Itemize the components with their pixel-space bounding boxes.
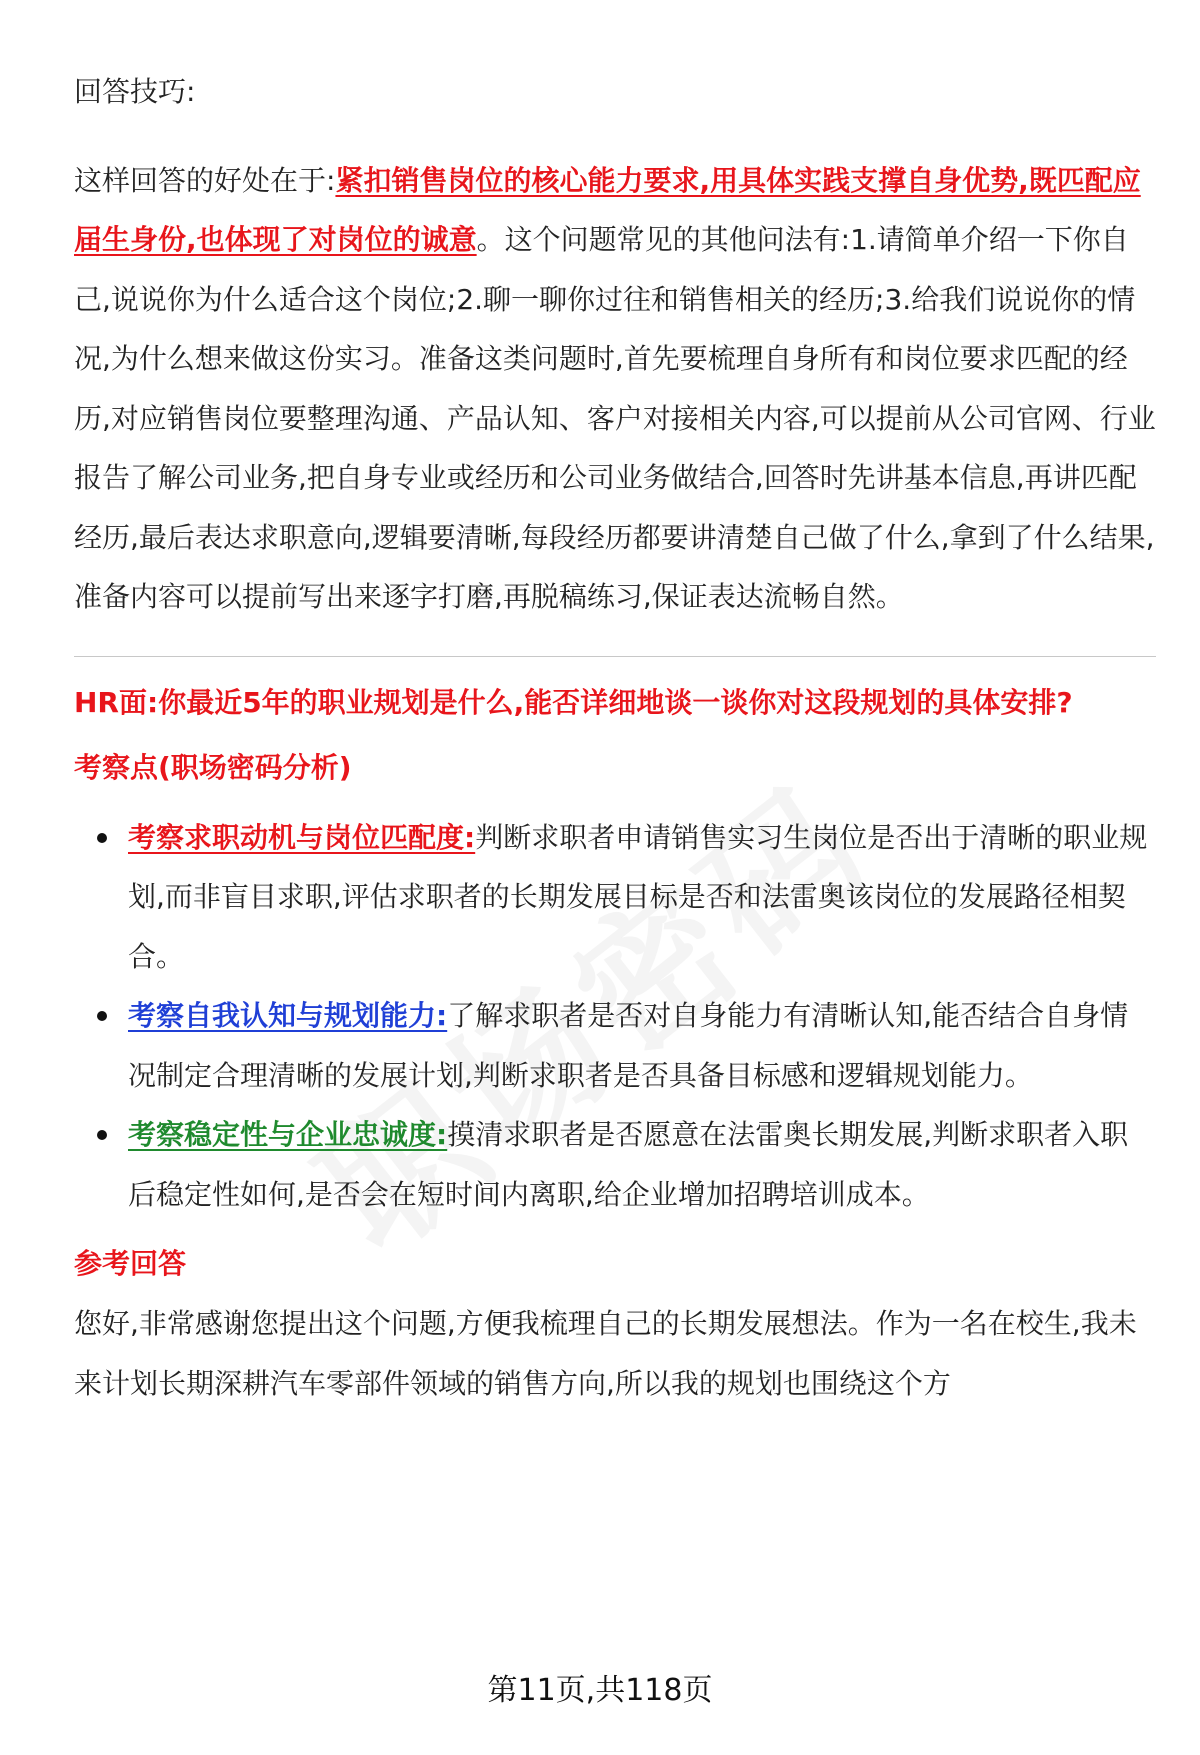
bullet-dot-icon	[97, 1130, 107, 1140]
section-divider	[74, 656, 1156, 657]
analysis-title: 考察点(职场密码分析)	[74, 750, 352, 784]
answer-paragraph: 您好,非常感谢您提出这个问题,方便我梳理自己的长期发展想法。作为一名在校生,我未来计划长期深耕汽车零部件领域的销售方向,所以我的规划也围绕这个方	[74, 1307, 1137, 1400]
bullet-dot-icon	[97, 833, 107, 843]
analysis-term: 考察求职动机与岗位匹配度:	[128, 820, 476, 854]
intro-rest: 。这个问题常见的其他问法有:1.请简单介绍一下你自己,说说你为什么适合这个岗位;2.聊一聊你过往和销售相关的经历;3.给我们说说你的情况,为什么想来做这份实习。准备这类问题时,首先要梳理自身所有和岗位要求匹配的经历,对应销售岗位要整理沟通、产品认知、客户对接相关内容,可以提前从公司官网、行业报告了解公司业务,把自身专业或经历和公司业务做结合,回答时先讲基本信息,再讲匹配经历,最后表达求职意向,逻辑要清晰,每段经历都要讲清楚自己做了什么,拿到了什么结果,准备内容可以提前写出来逐字打磨,再脱稿练习,保证表达流畅自然。	[74, 223, 1156, 613]
analysis-term: 考察自我认知与规划能力:	[128, 999, 448, 1032]
analysis-term: 考察稳定性与企业忠诚度:	[128, 1118, 448, 1151]
question-heading: HR面:你最近5年的职业规划是什么,能否详细地谈一谈你对这段规划的具体安排?	[74, 685, 1073, 719]
page-number-footer: 第11页,共118页	[487, 1673, 713, 1708]
intro-paragraph	[74, 151, 1156, 627]
page-content	[74, 62, 1156, 1413]
answer-title: 参考回答	[74, 1247, 187, 1280]
analysis-item	[74, 808, 1156, 987]
bullet-dot-icon	[97, 1011, 107, 1021]
intro-highlight: 紧扣销售岗位的核心能力要求,用具体实践支撑自身优势,既匹配应届生身份,也体现了对岗位的诚意	[74, 163, 1141, 256]
analysis-item	[74, 986, 1156, 1105]
intro-prefix: 这样回答的好处在于:	[74, 163, 336, 197]
analysis-text: 了解求职者是否对自身能力有清晰认知,能否结合自身情况制定合理清晰的发展计划,判断求职者是否具备目标感和逻辑规划能力。	[128, 999, 1129, 1092]
tips-label: 回答技巧:	[74, 75, 196, 108]
analysis-text: 判断求职者申请销售实习生岗位是否出于清晰的职业规划,而非盲目求职,评估求职者的长期发展目标是否和法雷奥该岗位的发展路径相契合。	[128, 820, 1148, 973]
analysis-text: 摸清求职者是否愿意在法雷奥长期发展,判断求职者入职后稳定性如何,是否会在短时间内离职,给企业增加招聘培训成本。	[128, 1118, 1129, 1211]
analysis-item	[74, 1105, 1156, 1224]
analysis-list	[74, 808, 1156, 1225]
